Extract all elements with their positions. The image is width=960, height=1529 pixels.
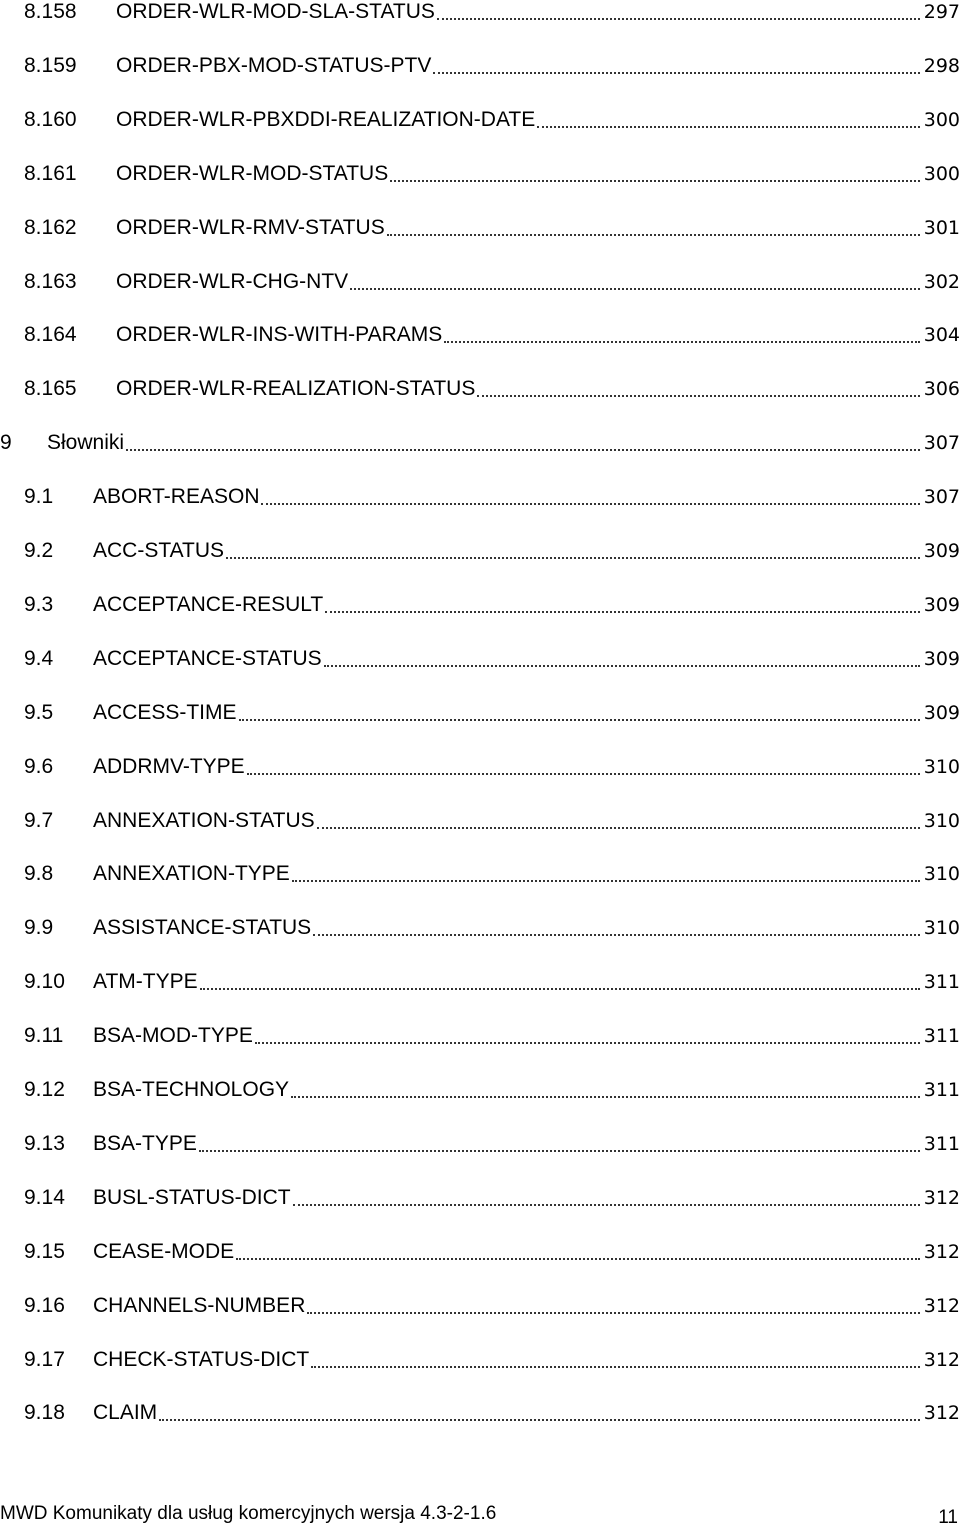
toc-dot-leader xyxy=(126,429,920,451)
toc-dot-leader xyxy=(292,860,920,882)
toc-entry-number: 9.11 xyxy=(24,1024,64,1048)
toc-entry-title: ASSISTANCE-STATUS xyxy=(93,916,312,940)
toc-entry-number: 8.159 xyxy=(24,53,77,77)
toc-entry-page: 312 xyxy=(923,1240,960,1263)
toc-entry-number: 9 xyxy=(0,431,12,455)
toc-entry-title: ACCEPTANCE-RESULT xyxy=(93,592,324,616)
toc-entry-number: 8.163 xyxy=(24,269,77,293)
toc-entry[interactable] xyxy=(24,156,960,186)
toc-entry[interactable] xyxy=(24,317,960,347)
toc-dot-leader xyxy=(537,106,919,128)
toc-entry-title: ORDER-WLR-RMV-STATUS xyxy=(116,215,385,239)
toc-dot-leader xyxy=(387,214,920,236)
toc-entry-title: ACCESS-TIME xyxy=(93,700,237,724)
toc-entry-number: 9.13 xyxy=(24,1131,65,1155)
toc-entry-page: 311 xyxy=(923,1079,960,1101)
toc-entry-page: 312 xyxy=(923,1186,960,1209)
toc-dot-leader xyxy=(199,1130,920,1152)
toc-entry[interactable] xyxy=(24,533,960,563)
toc-dot-leader xyxy=(390,160,920,182)
toc-entry-number: 9.18 xyxy=(24,1401,65,1425)
toc-dot-leader xyxy=(239,699,920,721)
toc-entry-number: 9.5 xyxy=(24,700,54,724)
toc-entry-page: 312 xyxy=(923,1402,960,1425)
toc-dot-leader xyxy=(433,52,919,74)
toc-dot-leader xyxy=(226,537,920,559)
toc-entry-title: ABORT-REASON xyxy=(93,485,260,509)
toc-entry-title: ORDER-WLR-CHG-NTV xyxy=(116,269,349,293)
toc-entry-number: 9.14 xyxy=(24,1185,65,1209)
page-footer xyxy=(0,1497,960,1529)
toc-entry-number: 9.8 xyxy=(24,862,54,886)
toc-dot-leader xyxy=(437,0,920,20)
toc-entry[interactable] xyxy=(24,641,960,671)
toc-entry-number: 9.1 xyxy=(24,485,54,509)
toc-entry-number: 9.3 xyxy=(24,592,54,616)
toc-entry[interactable] xyxy=(24,479,960,509)
toc-entry-number: 9.6 xyxy=(24,754,54,778)
toc-entry[interactable] xyxy=(24,1072,960,1102)
toc-dot-leader xyxy=(236,1238,920,1260)
toc-entry-page: 300 xyxy=(923,162,960,185)
toc-dot-leader xyxy=(313,914,920,936)
toc-entry[interactable] xyxy=(24,964,960,994)
toc-entry-number: 9.16 xyxy=(24,1293,65,1317)
toc-entry[interactable] xyxy=(24,1234,960,1264)
toc-entry[interactable] xyxy=(24,264,960,294)
toc-entry[interactable] xyxy=(24,1126,960,1156)
toc-entry-title: CLAIM xyxy=(93,1401,158,1425)
toc-entry-page: 309 xyxy=(923,701,960,724)
toc-entry-page: 301 xyxy=(923,216,960,239)
toc-entry-title: ORDER-WLR-MOD-SLA-STATUS xyxy=(116,0,435,23)
toc-entry-number: 9.10 xyxy=(24,970,65,994)
toc-dot-leader xyxy=(311,1346,920,1368)
toc-dot-leader xyxy=(324,645,920,667)
toc-dot-leader xyxy=(477,375,919,397)
toc-dot-leader xyxy=(317,807,920,829)
toc-entry-title: ORDER-WLR-MOD-STATUS xyxy=(116,161,389,185)
toc-entry-page: 311 xyxy=(923,971,960,994)
toc-entry-title: CEASE-MODE xyxy=(93,1239,235,1263)
toc-entry[interactable] xyxy=(24,371,960,401)
toc-entry-title: ACCEPTANCE-STATUS xyxy=(93,646,322,670)
toc-entry-page: 307 xyxy=(923,432,960,455)
toc-entry-title: BSA-MOD-TYPE xyxy=(93,1024,253,1048)
toc-entry-title: BUSL-STATUS-DICT xyxy=(93,1185,291,1209)
toc-entry[interactable] xyxy=(24,587,960,617)
toc-entry-title: CHANNELS-NUMBER xyxy=(93,1293,306,1317)
toc-entry-title: ANNEXATION-STATUS xyxy=(93,808,315,832)
toc-dot-leader xyxy=(325,591,919,613)
toc-dot-leader xyxy=(444,321,919,343)
toc-entry[interactable] xyxy=(24,1288,960,1318)
toc-entry-page: 306 xyxy=(923,378,960,401)
toc-entry[interactable] xyxy=(24,856,960,886)
toc-entry-number: 9.15 xyxy=(24,1239,65,1263)
toc-entry-number: 9.17 xyxy=(24,1347,65,1371)
toc-entry[interactable] xyxy=(24,1018,960,1048)
toc-entry-number: 8.161 xyxy=(24,161,77,185)
toc-entry-title: Słowniki xyxy=(47,431,125,455)
toc-entry-page: 297 xyxy=(923,1,960,23)
toc-entry-page: 298 xyxy=(923,54,960,77)
footer-document-title: MWD Komunikaty dla usług komercyjnych wersja 4.3-2-1.6 xyxy=(0,1503,497,1524)
toc-entry-title: ORDER-WLR-INS-WITH-PARAMS xyxy=(116,323,443,347)
toc-entry[interactable] xyxy=(24,1395,960,1425)
toc-entry-title: ADDRMV-TYPE xyxy=(93,754,245,778)
toc-entry-number: 8.160 xyxy=(24,107,77,131)
toc-entry[interactable] xyxy=(24,1342,960,1372)
toc-entry-number: 9.9 xyxy=(24,916,54,940)
toc-entry-title: ORDER-PBX-MOD-STATUS-PTV xyxy=(116,53,432,77)
toc-entry-page: 310 xyxy=(923,809,960,832)
toc-chapter-entry[interactable] xyxy=(0,425,960,455)
toc-dot-leader xyxy=(291,1076,920,1098)
toc-entry-title: ATM-TYPE xyxy=(93,970,198,994)
toc-entry-page: 302 xyxy=(923,270,960,293)
toc-entry-page: 312 xyxy=(923,1348,960,1371)
toc-entry-page: 309 xyxy=(923,540,960,562)
toc-entry-page: 312 xyxy=(923,1294,960,1317)
toc-entry-number: 9.12 xyxy=(24,1078,65,1101)
toc-entry-title: ORDER-WLR-PBXDDI-REALIZATION-DATE xyxy=(116,107,536,131)
toc-dot-leader xyxy=(307,1292,919,1314)
toc-entry[interactable] xyxy=(24,1180,960,1210)
toc-entry-page: 310 xyxy=(923,863,960,886)
toc-entry[interactable] xyxy=(24,210,960,240)
toc-entry-page: 310 xyxy=(923,917,960,940)
toc-entry[interactable] xyxy=(24,0,960,24)
toc-dot-leader xyxy=(350,268,920,290)
toc-entry-number: 9.7 xyxy=(24,808,54,832)
toc-entry-title: ORDER-WLR-REALIZATION-STATUS xyxy=(116,377,476,401)
toc-entry-title: CHECK-STATUS-DICT xyxy=(93,1347,310,1371)
toc-entry[interactable] xyxy=(24,803,960,833)
toc-entry-number: 8.162 xyxy=(24,215,77,239)
toc-entry-page: 300 xyxy=(923,108,960,131)
toc-entry-title: BSA-TECHNOLOGY xyxy=(93,1078,290,1101)
toc-entry-title: BSA-TYPE xyxy=(93,1131,197,1155)
toc-dot-leader xyxy=(293,1184,920,1206)
toc-entry-number: 9.2 xyxy=(24,539,54,562)
toc-entry-page: 309 xyxy=(923,593,960,616)
toc-entry-page: 309 xyxy=(923,647,960,670)
footer-page-number: 11 xyxy=(938,1507,958,1528)
toc-dot-leader xyxy=(255,1022,920,1044)
toc-entry[interactable] xyxy=(24,102,960,132)
toc-entry-number: 8.165 xyxy=(24,377,77,401)
toc-entry-number: 9.4 xyxy=(24,646,54,670)
toc-entry[interactable] xyxy=(24,695,960,725)
toc-entry-number: 8.164 xyxy=(24,323,77,347)
toc-entry-page: 310 xyxy=(923,755,960,778)
toc-dot-leader xyxy=(200,968,920,990)
toc-entry-title: ANNEXATION-TYPE xyxy=(93,862,290,886)
toc-entry[interactable] xyxy=(24,910,960,940)
toc-entry[interactable] xyxy=(24,749,960,779)
toc-dot-leader xyxy=(247,753,920,775)
toc-entry-page: 311 xyxy=(923,1132,960,1155)
toc-entry-title: ACC-STATUS xyxy=(93,539,225,562)
toc-dot-leader xyxy=(261,483,919,505)
toc-entry-number: 8.158 xyxy=(24,0,77,23)
toc-entry-page: 311 xyxy=(923,1025,960,1048)
toc-entry-page: 307 xyxy=(923,486,960,509)
toc-entry-page: 304 xyxy=(923,324,960,347)
toc-entry[interactable] xyxy=(24,48,960,78)
toc-dot-leader xyxy=(159,1399,920,1421)
